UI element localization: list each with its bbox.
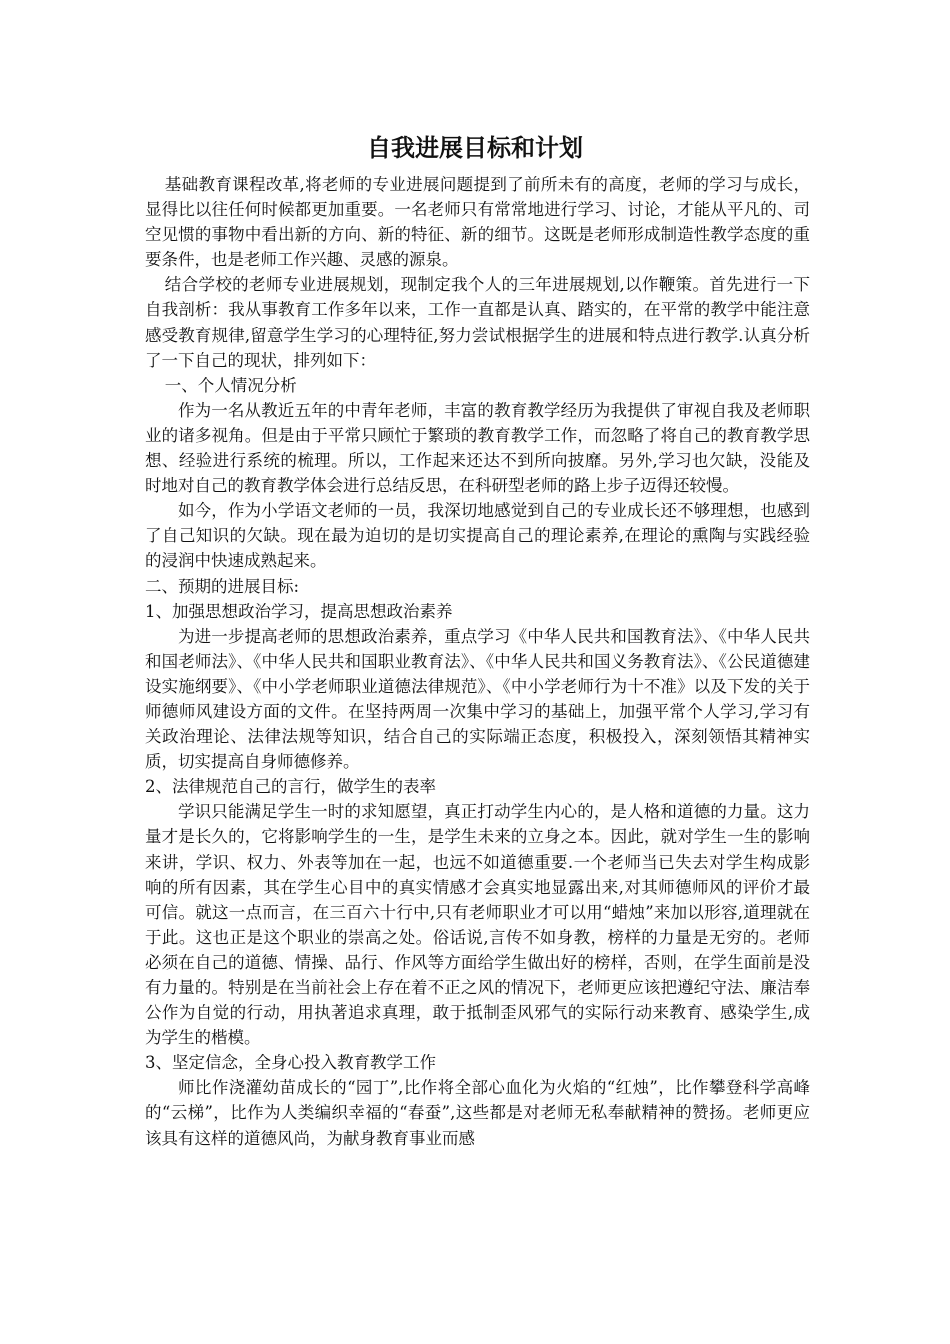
paragraph: 作为一名从教近五年的中青年老师，丰富的教育教学经历为我提供了审视自我及老师职业的诸多视角。但是由于平常只顾忙于繁琐的教育教学工作，而忽略了将自己的教育教学思想、经验进行系统的梳理。所以，工作起来还达不到所向披靡。另外,学习也欠缺，没能及时地对自己的教育教学体会进行总结反思，在科研型老师的路上步子迈得还较慢。	[145, 400, 810, 496]
section-heading: 一、个人情况分析	[164, 375, 297, 395]
paragraph: 基础教育课程改革,将老师的专业进展问题提到了前所未有的高度，老师的学习与成长，显得比以往任何时候都更加重要。一名老师只有常常地进行学习、讨论，才能从平凡的、司空见惯的事物中看出新的方向、新的特征、新的细节。这既是老师形成制造性教学态度的重要条件，也是老师工作兴趣、灵感的源泉。	[145, 175, 810, 270]
subsection-heading: 1、加强思想政治学习，提高思想政治素养	[145, 601, 453, 621]
subsection-heading: 2、法律规范自己的言行，做学生的表率	[145, 777, 436, 797]
page-title: 自我进展目标和计划	[367, 134, 583, 162]
paragraph: 学识只能满足学生一时的求知愿望，真正打动学生内心的，是人格和道德的力量。这力量才是长久的，它将影响学生的一生，是学生未来的立身之本。因此，就对学生一生的影响来讲，学识、权力、外表等加在一起，也远不如道德重要.一个老师当已失去对学生构成影响的所有因素，其在学生心目中的真实情感才会真实地显露出来,对其师德师风的评价才最可信。就这一点而言，在三百六十行中,只有老师职业才可以用“蜡烛”来加以形容,道理就在于此。这也正是这个职业的崇高之处。俗话说,言传不如身教，榜样的力量是无穷的。老师必须在自己的道德、情操、品行、作风等方面给学生做出好的榜样，否则，在学生面前是没有力量的。特别是在当前社会上存在着不正之风的情况下，老师更应该把遵纪守法、廉洁奉公作为自觉的行动，用执著追求真理，敢于抵制歪风邪气的实际行动来教育、感染学生,成为学生的楷模。	[145, 802, 810, 1048]
paragraph: 如今，作为小学语文老师的一员，我深切地感觉到自己的专业成长还不够理想，也感到了自己知识的欠缺。现在最为迫切的是切实提高自己的理论素养,在理论的熏陶与实践经验的浸润中快速成熟起来。	[145, 501, 810, 571]
paragraph: 结合学校的老师专业进展规划，现制定我个人的三年进展规划,以作鞭策。首先进行一下自我剖析：我从事教育工作多年以来，工作一直都是认真、踏实的，在平常的教学中能注意感受教育规律,留意学生学习的心理特征,努力尝试根据学生的进展和特点进行教学.认真分析了一下自己的现状，排列如下：	[145, 275, 810, 370]
section-heading: 二、预期的进展目标:	[145, 576, 300, 596]
paragraph: 师比作浇灌幼苗成长的“园丁”,比作将全部心血化为火焰的“红烛”，比作攀登科学高峰的“云梯”，比作为人类编织幸福的“春蚕”,这些都是对老师无私奉献精神的赞扬。老师更应该具有这样的道德风尚，为献身教育事业而感	[145, 1078, 810, 1148]
document-body	[145, 172, 810, 1151]
subsection-heading: 3、坚定信念，全身心投入教育教学工作	[145, 1053, 436, 1073]
paragraph: 为进一步提高老师的思想政治素养，重点学习《中华人民共和国教育法》、《中华人民共和国老师法》、《中华人民共和国职业教育法》、《中华人民共和国义务教育法》、《公民道德建设实施纲要》、《中小学老师职业道德法律规范》、《中小学老师行为十不准》以及下发的关于师德师风建设方面的文件。在坚持两周一次集中学习的基础上，加强平常个人学习,学习有关政治理论、法律法规等知识，结合自己的实际端正态度，积极投入，深刻领悟其精神实质，切实提高自身师德修养。	[145, 626, 810, 772]
